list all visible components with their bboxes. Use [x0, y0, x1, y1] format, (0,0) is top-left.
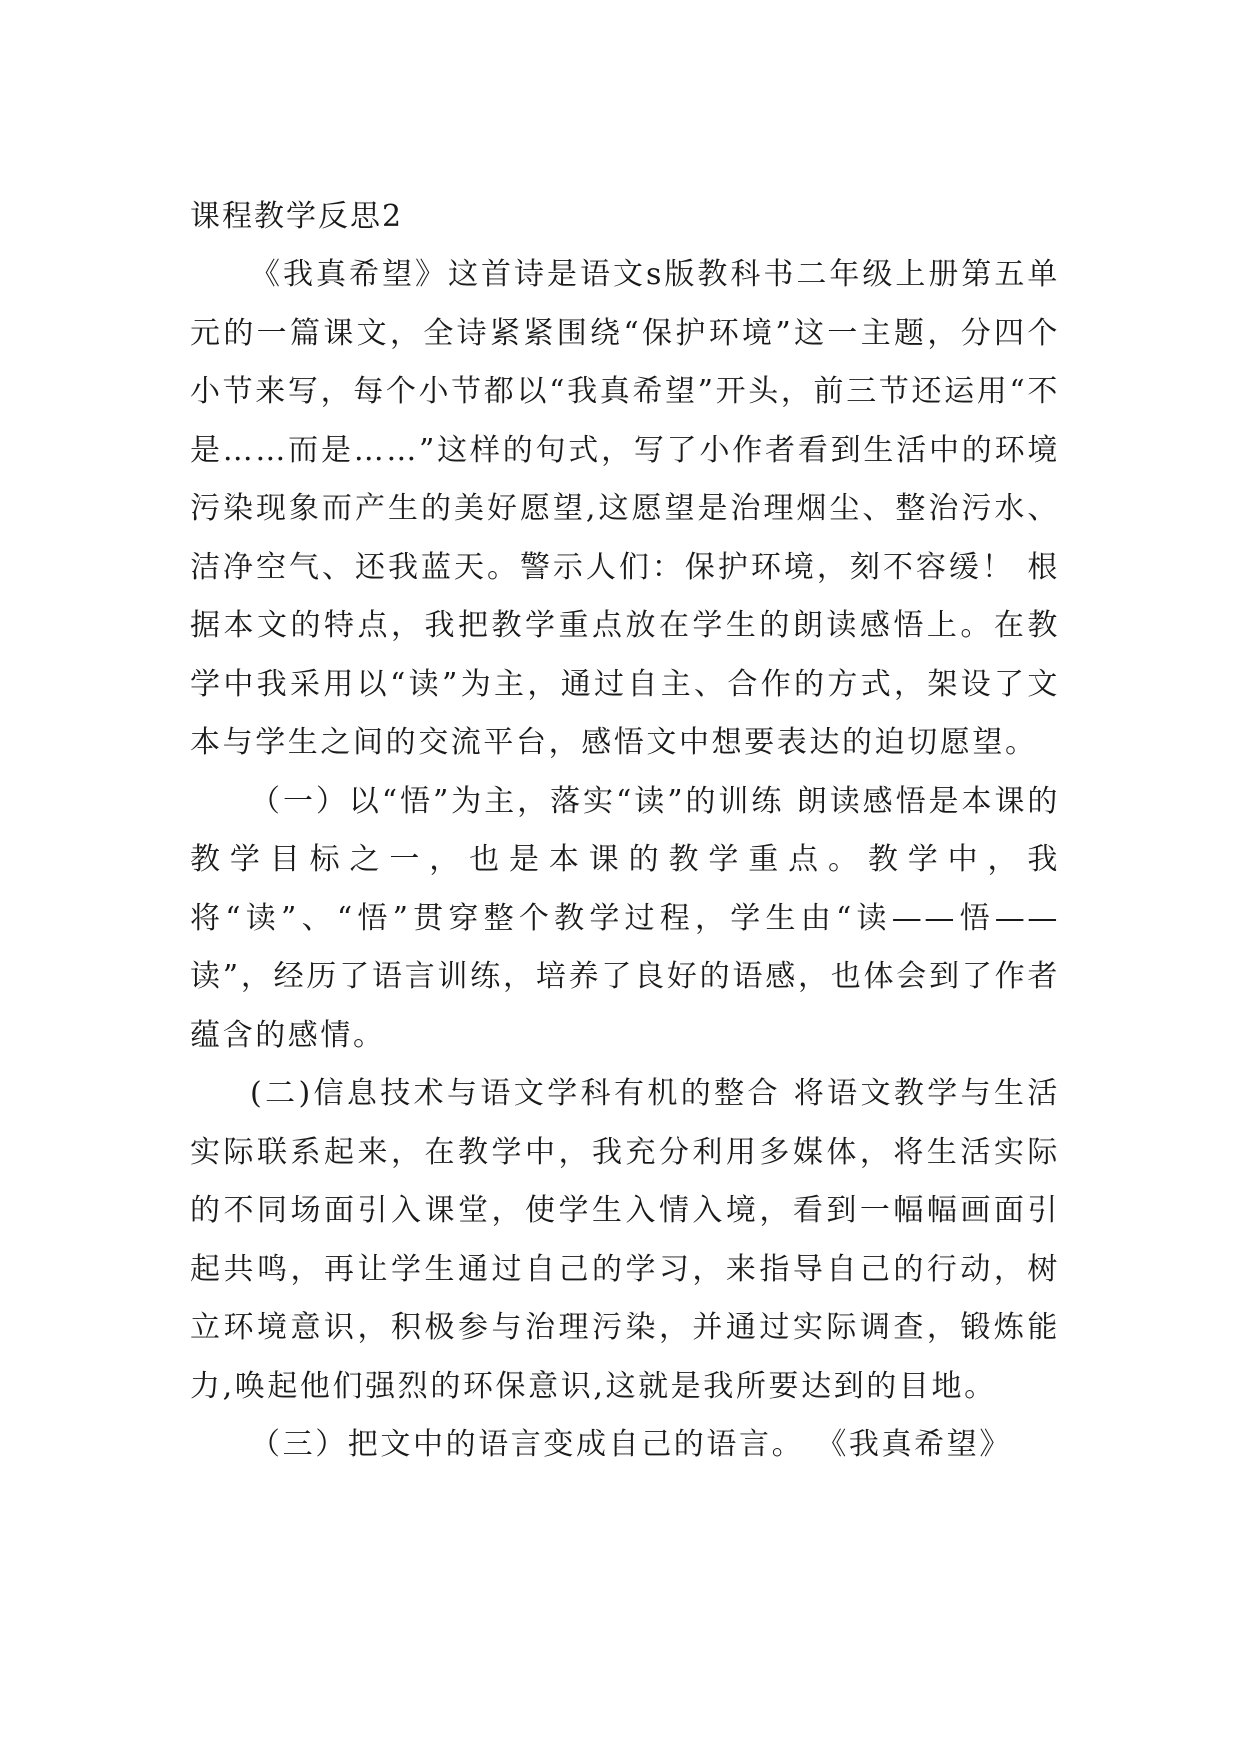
paragraph-section-1: （一）以“悟”为主，落实“读”的训练 朗读感悟是本课的教学目标之一，也是本课的教学重点。教学中，我将“读”、“悟”贯穿整个教学过程，学生由“读——悟——读”，经历了语言训练，培养了良好的语感，也体会到了作者蕴含的感情。	[190, 783, 1060, 1053]
paragraph-section-2: (二)信息技术与语文学科有机的整合 将语文教学与生活实际联系起来，在教学中，我充分利用多媒体，将生活实际的不同场面引入课堂，使学生入情入境，看到一幅幅画面引起共鸣，再让学生通过自己的学习，来指导自己的行动，树立环境意识，积极参与治理污染，并通过实际调查，锻炼能力,唤起他们强烈的环保意识,这就是我所要达到的目地。	[190, 1076, 1060, 1404]
document-page	[190, 188, 1060, 1475]
paragraph-intro: 《我真希望》这首诗是语文s版教科书二年级上册第五单元的一篇课文，全诗紧紧围绕“保护环境”这一主题，分四个小节来写，每个小节都以“我真希望”开头，前三节还运用“不是……而是……”这样的句式，写了小作者看到生活中的环境污染现象而产生的美好愿望,这愿望是治理烟尘、整治污水、洁净空气、还我蓝天。警示人们：保护环境，刻不容缓！ 根据本文的特点，我把教学重点放在学生的朗读感悟上。在教学中我采用以“读”为主，通过自主、合作的方式，架设了文本与学生之间的交流平台，感悟文中想要表达的迫切愿望。	[190, 257, 1060, 760]
paragraph-section-3: （三）把文中的语言变成自己的语言。 《我真希望》	[250, 1427, 1012, 1462]
document-title: 课程教学反思2	[190, 199, 404, 234]
